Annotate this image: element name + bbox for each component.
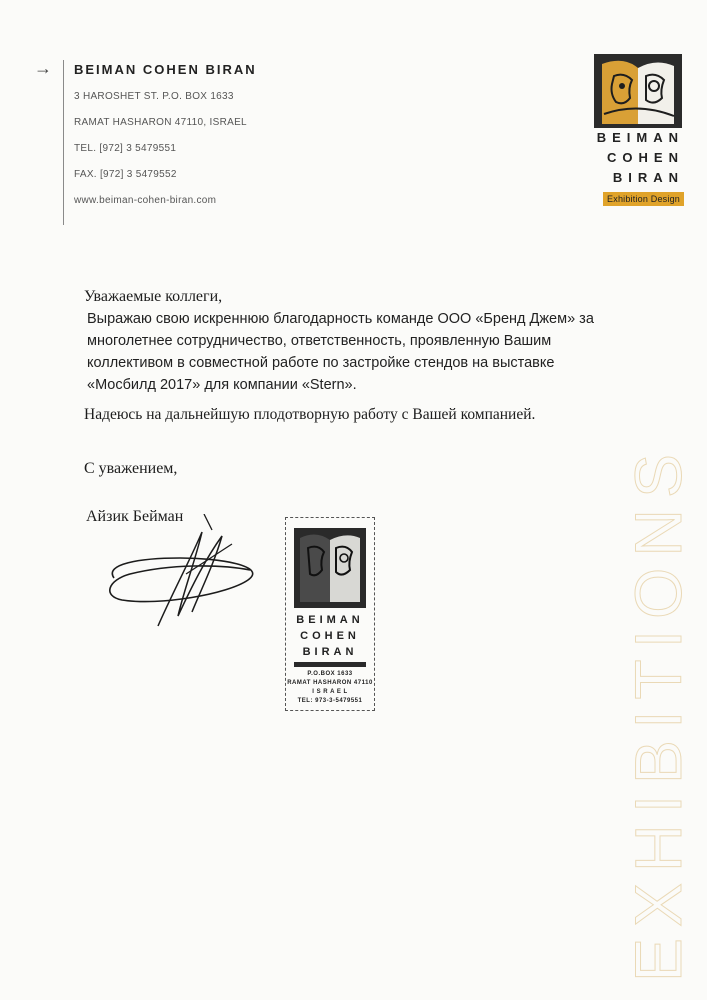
stamp-divider [294,662,366,667]
letterhead [74,62,257,221]
greeting: Уважаемые коллеги, [84,288,223,305]
stamp-tel: TEL: 973-3-5479551 [297,698,363,704]
letterhead-website: www.beiman-cohen-biran.com [74,195,217,206]
stamp-po-box: P.O.BOX 1633 [307,671,353,677]
letterhead-city: RAMAT HASHARON 47110, ISRAEL [74,117,247,128]
stamp-line-1: BEIMAN [296,614,364,626]
letterhead-address: 3 HAROSHET ST. P.O. BOX 1633 [74,91,234,102]
logo-tagline: Exhibition Design [603,192,684,206]
letterhead-fax: FAX. [972] 3 5479552 [74,169,177,180]
logo-line-1: BEIMAN [596,130,684,145]
arrow-icon: → [34,58,52,78]
stamp-country: I S R A E L [312,689,348,695]
letter-body [84,288,614,424]
letterhead-tel: TEL. [972] 3 5479551 [74,143,177,154]
company-logo [594,54,686,207]
signer-name: Айзик Бейман [86,508,184,525]
stamp-line-2: COHEN [300,630,360,642]
logo-line-2: COHEN [607,150,684,165]
letterhead-divider [63,60,64,225]
stamp-faces-icon [294,528,366,608]
stamp-city: RAMAT HASHARON 47110 [287,680,373,686]
company-stamp [285,517,375,711]
signature [100,514,270,634]
closing: С уважением, [84,460,178,477]
paragraph-hope: Надеюсь на дальнейшую плодотворную работу с Вашей компанией. [84,406,536,423]
faces-logo-icon [594,54,682,128]
exhibitions-watermark: EXHIBITIONS [621,442,695,982]
paragraph-gratitude: Выражаю свою искреннюю благодарность команде ООО «Бренд Джем» за многолетнее сотрудничество, ответственность, проявленную Вашим коллективом в совместной работе по застройке стендов на выставке «Мосбилд 2017» для компании «Stern». [87,311,594,393]
letterhead-company: BEIMAN COHEN BIRAN [74,62,257,77]
stamp-line-3: BIRAN [302,646,358,658]
logo-line-3: BIRAN [612,170,684,185]
